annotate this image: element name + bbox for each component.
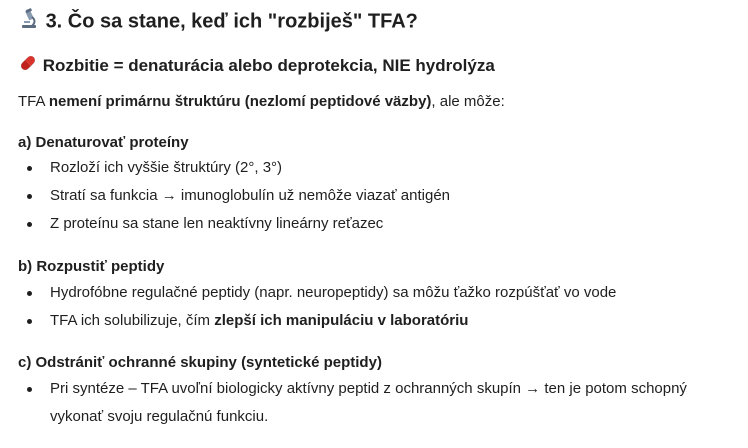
bullet bbox=[27, 194, 32, 199]
section-title-a: a) Denaturovať proteíny bbox=[18, 134, 189, 151]
list-item-text: Rozloží ich vyššie štruktúry (2°, 3°) bbox=[50, 159, 283, 176]
list-item bbox=[18, 279, 744, 307]
section-subheading bbox=[18, 53, 495, 80]
list-item bbox=[18, 307, 744, 335]
bullet bbox=[27, 319, 32, 324]
list-item-text: Stratí sa funkcia → imunoglobulín už nemôže viazať antigén bbox=[50, 187, 451, 204]
page-title-text: 3. Čo sa stane, keď ich "rozbiješ" TFA? bbox=[45, 10, 418, 33]
bullet bbox=[27, 387, 32, 392]
section-title-b: b) Rozpustiť peptidy bbox=[18, 258, 165, 275]
list-item-prefix: TFA ich solubilizuje, čím bbox=[50, 312, 215, 329]
bullet bbox=[27, 166, 32, 171]
list-a bbox=[18, 154, 744, 238]
bullet bbox=[27, 291, 32, 296]
list-item-text: Hydrofóbne regulačné peptidy (napr. neuropeptidy) sa môžu ťažko rozpúšťať vo vode bbox=[50, 284, 617, 301]
subheading-text: Rozbitie = denaturácia alebo deprotekcia, NIE hydrolýza bbox=[42, 55, 495, 75]
list-c bbox=[18, 375, 744, 431]
list-b bbox=[18, 279, 744, 335]
list-item bbox=[18, 182, 744, 210]
list-item bbox=[18, 154, 744, 182]
pill-icon bbox=[18, 53, 38, 80]
list-item-text: Z proteínu sa stane len neaktívny lineárny reťazec bbox=[50, 215, 384, 232]
intro-paragraph bbox=[18, 92, 505, 112]
page-title bbox=[18, 8, 418, 36]
intro-suffix: , ale môže: bbox=[431, 93, 505, 110]
microscope-icon bbox=[18, 8, 40, 36]
list-item-text: Pri syntéze – TFA uvoľní biologicky aktívny peptid z ochranných skupín → ten je potom schopný vykonať svoju regulačnú funkciu. bbox=[50, 380, 687, 425]
intro-bold: nemení primárnu štruktúru (nezlomí peptidové väzby) bbox=[48, 93, 432, 110]
list-item bbox=[18, 210, 744, 238]
intro-prefix: TFA bbox=[18, 93, 49, 110]
list-item-bold: zlepší ich manipuláciu v laboratóriu bbox=[214, 312, 469, 329]
list-item bbox=[18, 375, 744, 431]
section-title-c: c) Odstrániť ochranné skupiny (syntetické peptidy) bbox=[18, 354, 382, 371]
bullet bbox=[27, 222, 32, 227]
